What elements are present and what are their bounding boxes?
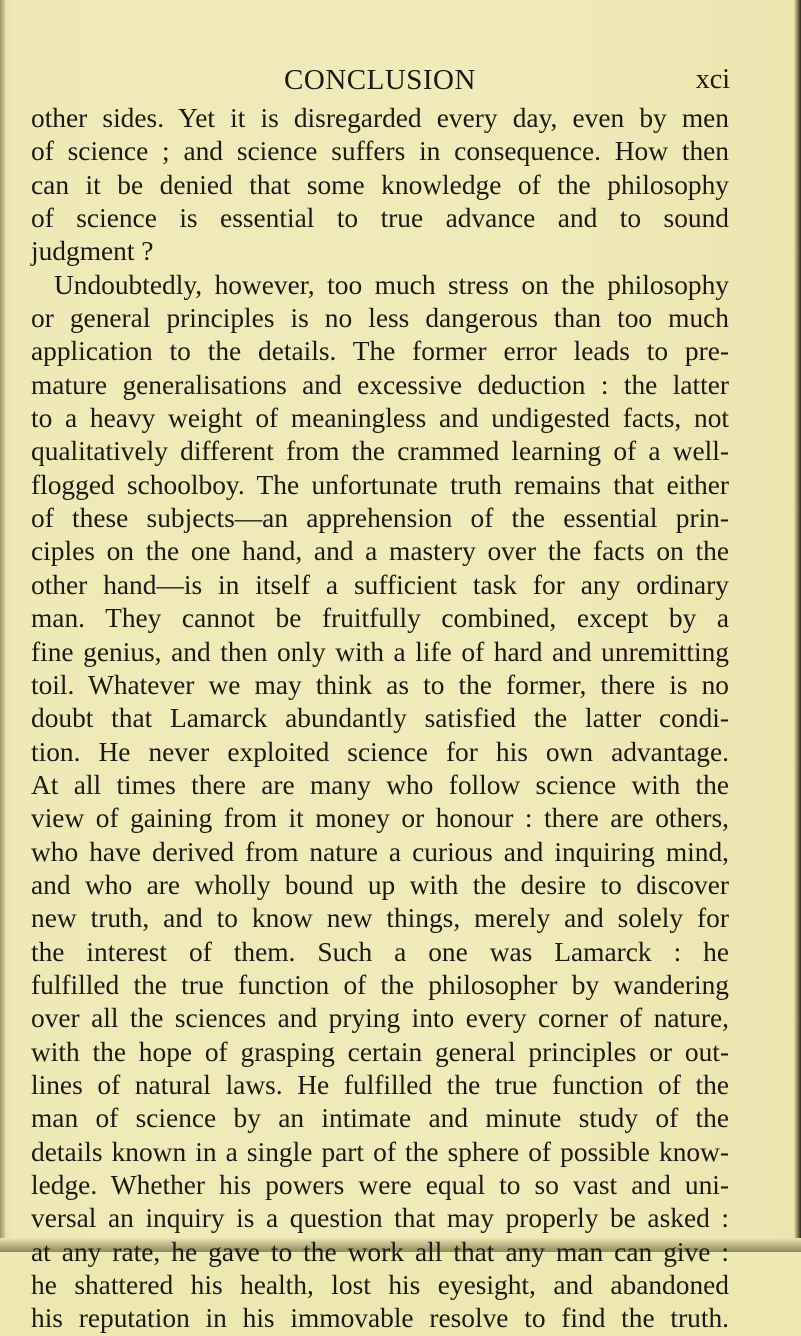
running-head [30, 62, 730, 98]
text-line: of science ; and science suffers in consequence. How then [31, 136, 729, 167]
running-title: CONCLUSION [284, 64, 476, 96]
text-line: over all the sciences and prying into every corner of nature, [31, 1003, 729, 1034]
text-line: with the hope of grasping certain general principles or out- [31, 1036, 729, 1067]
text-line: At all times there are many who follow science with the [31, 769, 729, 800]
text-line: to a heavy weight of meaningless and undigested facts, not [31, 403, 729, 434]
text-line: mature generalisations and excessive deduction : the latter [31, 369, 729, 400]
text-line: his reputation in his immovable resolve to find the truth. [31, 1303, 729, 1334]
text-line: of these subjects—an apprehension of the essential prin- [31, 503, 729, 534]
text-line: Undoubtedly, however, too much stress on the philosophy [54, 269, 729, 300]
text-line: tion. He never exploited science for his own advantage. [31, 736, 729, 767]
text-line: he shattered his health, lost his eyesight, and abandoned [31, 1270, 729, 1301]
text-line: who have derived from nature a curious and inquiring mind, [31, 836, 729, 867]
text-line: can it be denied that some knowledge of the philosophy [31, 169, 729, 200]
page-left-edge [0, 0, 5, 1252]
text-line: other hand—is in itself a sufficient task for any ordinary [31, 569, 729, 600]
text-line: ledge. Whether his powers were equal to so vast and uni- [31, 1170, 729, 1200]
text-line: details known in a single part of the sphere of possible know- [31, 1136, 729, 1167]
text-line: toil. Whatever we may think as to the former, there is no [31, 669, 729, 700]
text-line: man. They cannot be fruitfully combined, except by a [31, 603, 729, 634]
text-line: view of gaining from it money or honour : there are others, [31, 803, 729, 834]
text-line: doubt that Lamarck abundantly satisfied the latter condi- [31, 703, 729, 734]
text-line: fulfilled the true function of the philosopher by wandering [31, 969, 729, 1000]
text-line: application to the details. The former error leads to pre- [31, 336, 729, 367]
text-line: new truth, and to know new things, merely and solely for [31, 903, 729, 934]
text-line: of science is essential to true advance and to sound [31, 203, 729, 234]
text-line: judgment ? [31, 236, 154, 267]
text-line: versal an inquiry is a question that may properly be asked : [31, 1203, 729, 1234]
text-line: fine genius, and then only with a life of hard and unremitting [31, 636, 729, 667]
body-text [31, 102, 729, 1336]
text-line: or general principles is no less dangerous than too much [31, 303, 729, 334]
text-line: flogged schoolboy. The unfortunate truth remains that either [31, 469, 729, 500]
text-line: the interest of them. Such a one was Lamarck : he [31, 936, 729, 967]
text-line: at any rate, he gave to the work all that any man can give : [31, 1236, 729, 1267]
text-line: ciples on the one hand, and a mastery over the facts on the [31, 536, 729, 567]
page-right-edge [794, 0, 801, 1252]
text-line: lines of natural laws. He fulfilled the true function of the [31, 1069, 729, 1100]
text-line: other sides. Yet it is disregarded every day, even by men [31, 103, 729, 133]
text-line: qualitatively different from the crammed learning of a well- [31, 436, 729, 467]
text-line: and who are wholly bound up with the desire to discover [31, 869, 729, 900]
page-number: xci [695, 64, 730, 95]
text-line: man of science by an intimate and minute study of the [31, 1103, 729, 1134]
